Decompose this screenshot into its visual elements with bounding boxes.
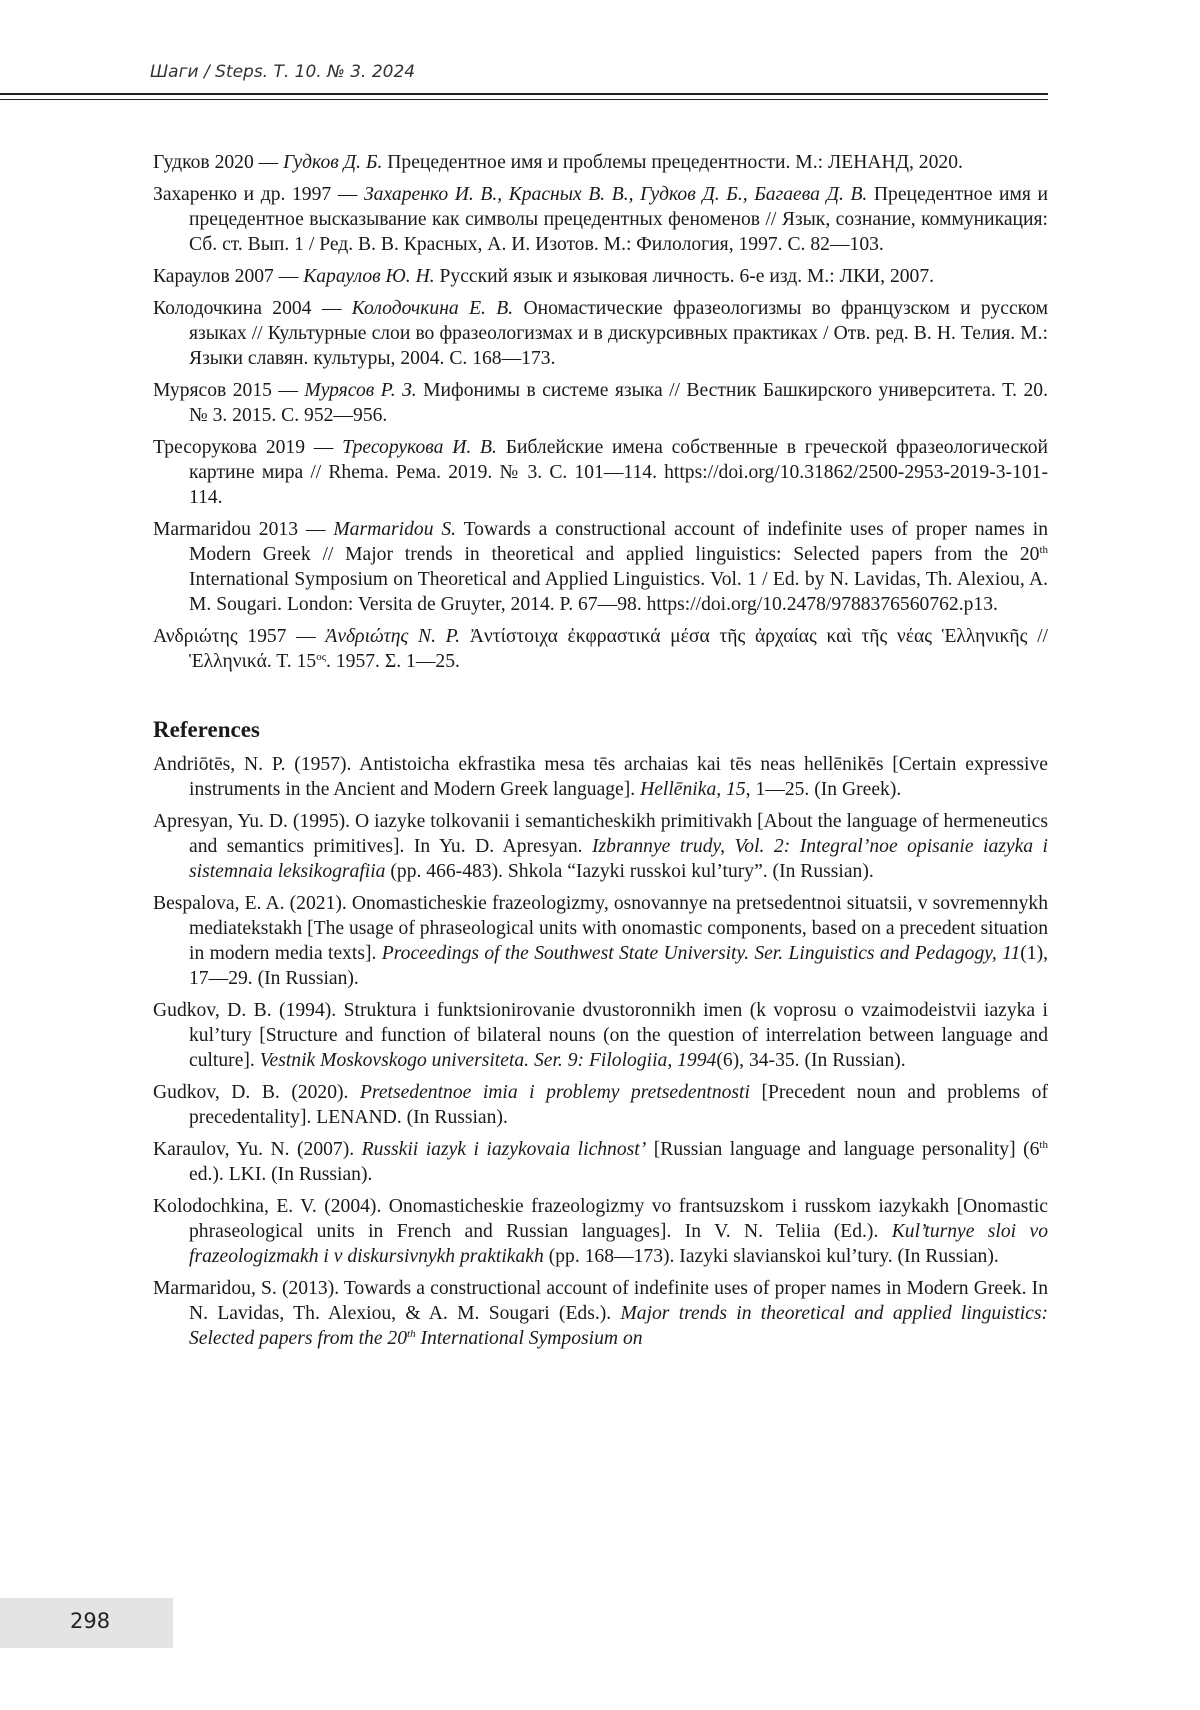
source-entry: [153, 182, 1048, 257]
references-heading: References: [153, 717, 1048, 743]
sources-list: [153, 150, 1048, 674]
entry-text: International Symposium on Theoretical and Applied Linguistics. Vol. 1 / Ed. by N. Lavidas, Th. Alexiou, A. M. Sougari. London: Versita de Gruyter, 2014. P. 67—98. https://doi.org/10.2478/9788376560762.p13.: [189, 569, 1048, 615]
superscript: th: [1039, 1139, 1048, 1151]
entry-text: Ανδριώτης 1957 —: [153, 626, 325, 647]
references-list: [153, 752, 1048, 1351]
italic-text: Major trends in theoretical and applied linguistics: Selected papers from the 20: [189, 1303, 1048, 1349]
italic-text: Marmaridou S.: [333, 519, 456, 540]
entry-text: Библейские имена собственные в греческой фразеологической картине мира // Rhema. Рема. 2019. № 3. С. 101—114. https://doi.org/10.31862/2500-2953-2019-3-101-114.: [189, 437, 1048, 508]
entry-text: ed.). LKI. (In Russian).: [189, 1164, 372, 1185]
source-entry: [153, 435, 1048, 510]
entry-text: (6), 34-35. (In Russian).: [716, 1050, 905, 1071]
entry-text: Apresyan, Yu. D. (1995). O iazyke tolkovanii i semanticheskikh primitivakh [About the language of hermeneutics and semantics primitives]. In Yu. D. Apresyan.: [153, 811, 1048, 857]
entry-text: Гудков 2020 —: [153, 152, 283, 173]
reference-entry: [153, 1276, 1048, 1351]
italic-text: Гудков Д. Б.: [283, 152, 382, 173]
italic-text: International Symposium on: [416, 1328, 643, 1349]
italic-text: Proceedings of the Southwest State University. Ser. Linguistics and Pedagogy, 11: [382, 943, 1020, 964]
superscript: th: [1039, 544, 1048, 556]
superscript: ος: [316, 651, 326, 663]
page-number-box: [0, 1598, 173, 1648]
entry-text: (pp. 168—173). Iazyki slavianskoi kul’tury. (In Russian).: [544, 1246, 999, 1267]
page-content: [153, 150, 1048, 1358]
entry-text: Колодочкина 2004 —: [153, 298, 352, 319]
reference-entry: [153, 1080, 1048, 1130]
entry-text: Gudkov, D. B. (1994). Struktura i funktsionirovanie dvustoronnikh imen (k voprosu o vzaimodeistvii iazyka i kul’tury [Structure and function of bilateral nouns (on the question of interrelation between language and culture].: [153, 1000, 1048, 1071]
entry-text: Marmaridou, S. (2013). Towards a constructional account of indefinite uses of proper names in Modern Greek. In N. Lavidas, Th. Alexiou, & A. M. Sougari (Eds.).: [153, 1278, 1048, 1324]
entry-text: [Russian language and language personality] (6: [646, 1139, 1039, 1160]
italic-text: Ἀνδριώτης Ν. Ρ.: [325, 626, 460, 647]
entry-text: , 1—25. (In Greek).: [746, 779, 902, 800]
entry-text: (pp. 466-483). Shkola “Iazyki russkoi kul’tury”. (In Russian).: [385, 861, 873, 882]
entry-text: Marmaridou 2013 —: [153, 519, 333, 540]
reference-entry: [153, 1137, 1048, 1187]
reference-entry: [153, 752, 1048, 802]
source-entry: [153, 624, 1048, 674]
entry-text: Захаренко и др. 1997 —: [153, 184, 364, 205]
entry-text: [Precedent noun and problems of precedentality]. LENAND. (In Russian).: [189, 1082, 1048, 1128]
page-number: 298: [70, 1609, 110, 1633]
entry-text: Прецедентное имя и прецедентное высказывание как символы прецедентных феноменов // Язык, сознание, коммуникация: Сб. ст. Вып. 1 / Ред. В. В. Красных, А. И. Изотов. М.: Филология, 1997. С. 82—103.: [189, 184, 1048, 255]
entry-text: Andriōtēs, N. P. (1957). Antistoicha ekfrastika mesa tēs archaias kai tēs neas hellēnikēs [Certain expressive instruments in the Ancient and Modern Greek language].: [153, 754, 1048, 800]
reference-entry: [153, 1194, 1048, 1269]
source-entry: [153, 517, 1048, 617]
italic-text: Izbrannye trudy, Vol. 2: Integral’noe opisanie iazyka i sistemnaia leksikografiia: [189, 836, 1048, 882]
italic-text: Pretsedentnoe imia i problemy pretsedentnosti: [360, 1082, 750, 1103]
italic-text: Тресорукова И. В.: [342, 437, 497, 458]
entry-text: Karaulov, Yu. N. (2007).: [153, 1139, 362, 1160]
entry-text: Мифонимы в системе языка // Вестник Башкирского университета. Т. 20. № 3. 2015. С. 952—956.: [189, 380, 1048, 426]
entry-text: Towards a constructional account of indefinite uses of proper names in Modern Greek // Major trends in theoretical and applied linguistics: Selected papers from the 20: [189, 519, 1048, 565]
entry-text: Караулов 2007 —: [153, 266, 303, 287]
italic-text: Мурясов Р. З.: [304, 380, 416, 401]
source-entry: [153, 378, 1048, 428]
entry-text: Русский язык и языковая личность. 6-е изд. М.: ЛКИ, 2007.: [435, 266, 934, 287]
reference-entry: [153, 891, 1048, 991]
entry-text: Ономастические фразеологизмы во французском и русском языках // Культурные слои во фразеологизмах и в дискурсивных практиках / Отв. ред. В. Н. Телия. М.: Языки славян. культуры, 2004. С. 168—173.: [189, 298, 1048, 369]
running-header: Шаги / Steps. Т. 10. № 3. 2024: [150, 62, 415, 82]
entry-text: (1), 17—29. (In Russian).: [189, 943, 1048, 989]
entry-text: Мурясов 2015 —: [153, 380, 304, 401]
italic-text: Караулов Ю. Н.: [303, 266, 434, 287]
entry-text: Gudkov, D. B. (2020).: [153, 1082, 360, 1103]
source-entry: [153, 264, 1048, 289]
italic-text: Колодочкина Е. В.: [352, 298, 513, 319]
entry-text: Kolodochkina, E. V. (2004). Onomasticheskie frazeologizmy vo frantsuzskom i russkom iazykakh [Onomastic phraseological units in French and Russian languages]. In V. N. Teliia (Ed.).: [153, 1196, 1048, 1242]
italic-text: Захаренко И. В., Красных В. В., Гудков Д. Б., Багаева Д. В.: [364, 184, 867, 205]
superscript: th: [407, 1328, 416, 1340]
header-rule-thin: [0, 99, 1048, 100]
italic-text: Vestnik Moskovskogo universiteta. Ser. 9: Filologiia, 1994: [260, 1050, 717, 1071]
entry-text: . 1957. Σ. 1—25.: [326, 651, 460, 672]
entry-text: Прецедентное имя и проблемы прецедентности. М.: ЛЕНАНД, 2020.: [382, 152, 963, 173]
reference-entry: [153, 998, 1048, 1073]
entry-text: Ἀντίστοιχα ἐκφραστικά μέσα τῆς ἀρχαίας καὶ τῆς νέας Ἑλληνικῆς // Ἑλληνικά. Τ. 15: [189, 626, 1048, 672]
header-rule-thick: [0, 93, 1048, 95]
italic-text: Russkii iazyk i iazykovaia lichnost’: [362, 1139, 647, 1160]
entry-text: Тресорукова 2019 —: [153, 437, 342, 458]
source-entry: [153, 296, 1048, 371]
entry-text: Bespalova, E. A. (2021). Onomasticheskie frazeologizmy, osnovannye na pretsedentnoi situatsii, v sovremennykh mediatekstakh [The usage of phraseological units with onomastic components, based on a precedent situation in modern media texts].: [153, 893, 1048, 964]
italic-text: Kul’turnye sloi vo frazeologizmakh i v diskursivnykh praktikakh: [189, 1221, 1048, 1267]
source-entry: [153, 150, 1048, 175]
italic-text: Hellēnika, 15: [640, 779, 746, 800]
reference-entry: [153, 809, 1048, 884]
